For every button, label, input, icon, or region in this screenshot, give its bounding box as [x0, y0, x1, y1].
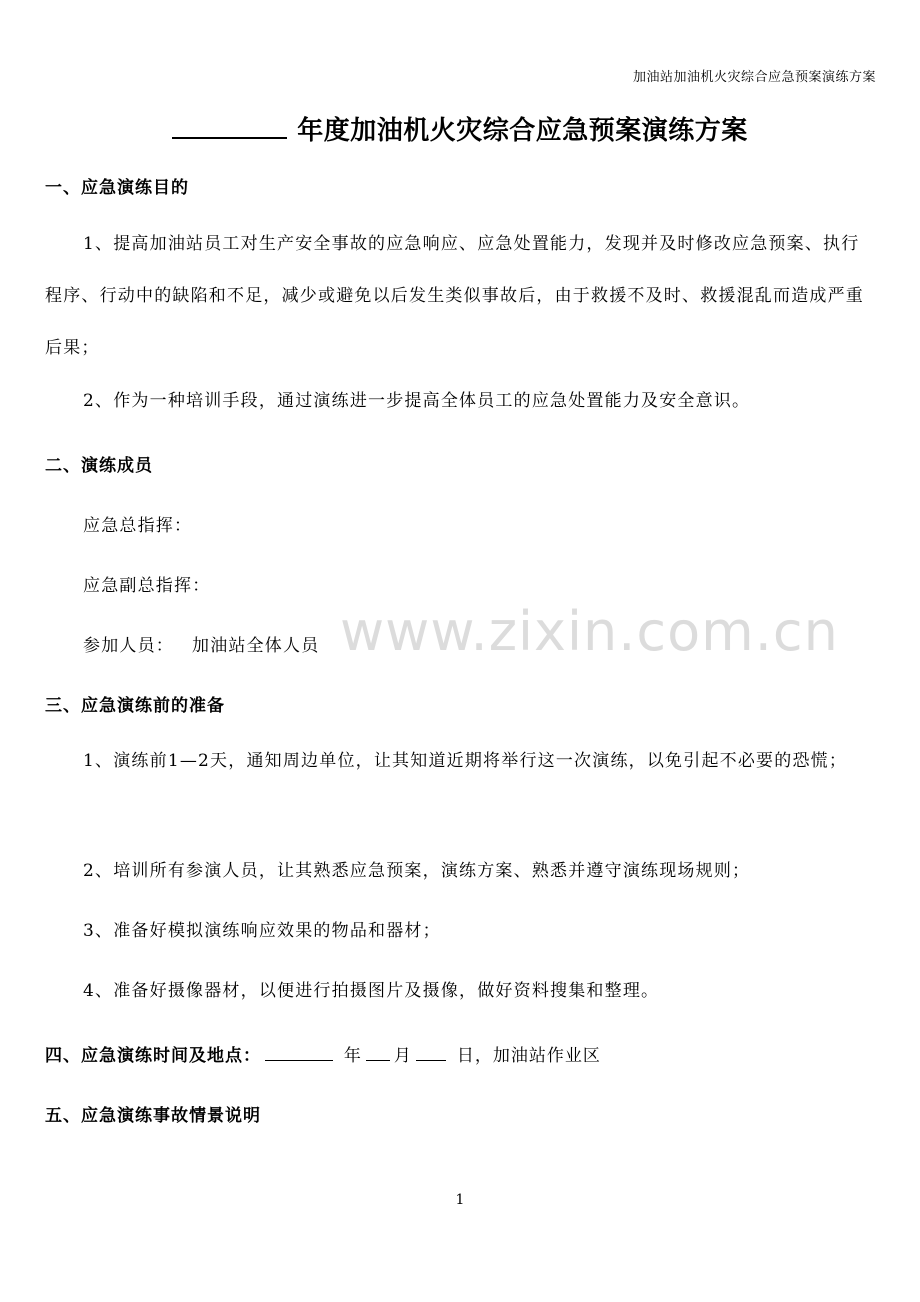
- deputy-commander-label: 应急副总指挥：: [83, 576, 211, 596]
- page-title: [0, 110, 920, 147]
- commander-label: 应急总指挥：: [83, 516, 193, 536]
- section-3-para-1: 1、演练前1—2天，通知周边单位，让其知道近期将举行这一次演练，以免引起不必要的恐慌；: [83, 751, 848, 771]
- watermark: www.zixin.com.cn: [340, 600, 839, 663]
- day-place-label: 日，加油站作业区: [456, 1046, 601, 1066]
- section-3-para-3: 3、准备好模拟演练响应效果的物品和器材；: [83, 921, 441, 941]
- title-blank: [172, 115, 287, 139]
- date-blank-month: [366, 1042, 390, 1061]
- title-text: 年度加油机火灾综合应急预案演练方案: [297, 116, 748, 146]
- participants-line: [83, 631, 319, 656]
- year-label: 年: [343, 1046, 362, 1066]
- section-2-heading: 二、演练成员: [45, 456, 153, 476]
- month-label: 月: [393, 1046, 412, 1066]
- participants-label: 参加人员：: [83, 636, 174, 656]
- section-1-para-2: 2、作为一种培训手段，通过演练进一步提高全体员工的应急处置能力及安全意识。: [83, 391, 751, 411]
- section-3-para-2: 2、培训所有参演人员，让其熟悉应急预案，演练方案、熟悉并遵守演练现场规则；: [83, 861, 751, 881]
- section-1-heading: 一、应急演练目的: [45, 178, 189, 198]
- section-4-heading: 四、应急演练时间及地点：: [45, 1046, 261, 1066]
- section-1-para-1: 1、提高加油站员工对生产安全事故的应急响应、应急处置能力，发现并及时修改应急预案、执行程序、行动中的缺陷和不足，减少或避免以后发生类似事故后，由于救援不及时、救援混乱而造成严重后果；: [45, 234, 864, 358]
- section-3-para-4: 4、准备好摄像器材，以便进行拍摄图片及摄像，做好资料搜集和整理。: [83, 981, 660, 1001]
- participants-value: 加油站全体人员: [192, 636, 320, 656]
- section-3-heading: 三、应急演练前的准备: [45, 696, 225, 716]
- date-blank-day: [416, 1042, 446, 1061]
- header-note: 加油站加油机火灾综合应急预案演练方案: [632, 70, 876, 85]
- date-blank-year: [265, 1042, 333, 1061]
- section-5-heading: 五、应急演练事故情景说明: [45, 1106, 261, 1126]
- section-4-line: [45, 1041, 601, 1066]
- page-number: 1: [455, 1192, 465, 1208]
